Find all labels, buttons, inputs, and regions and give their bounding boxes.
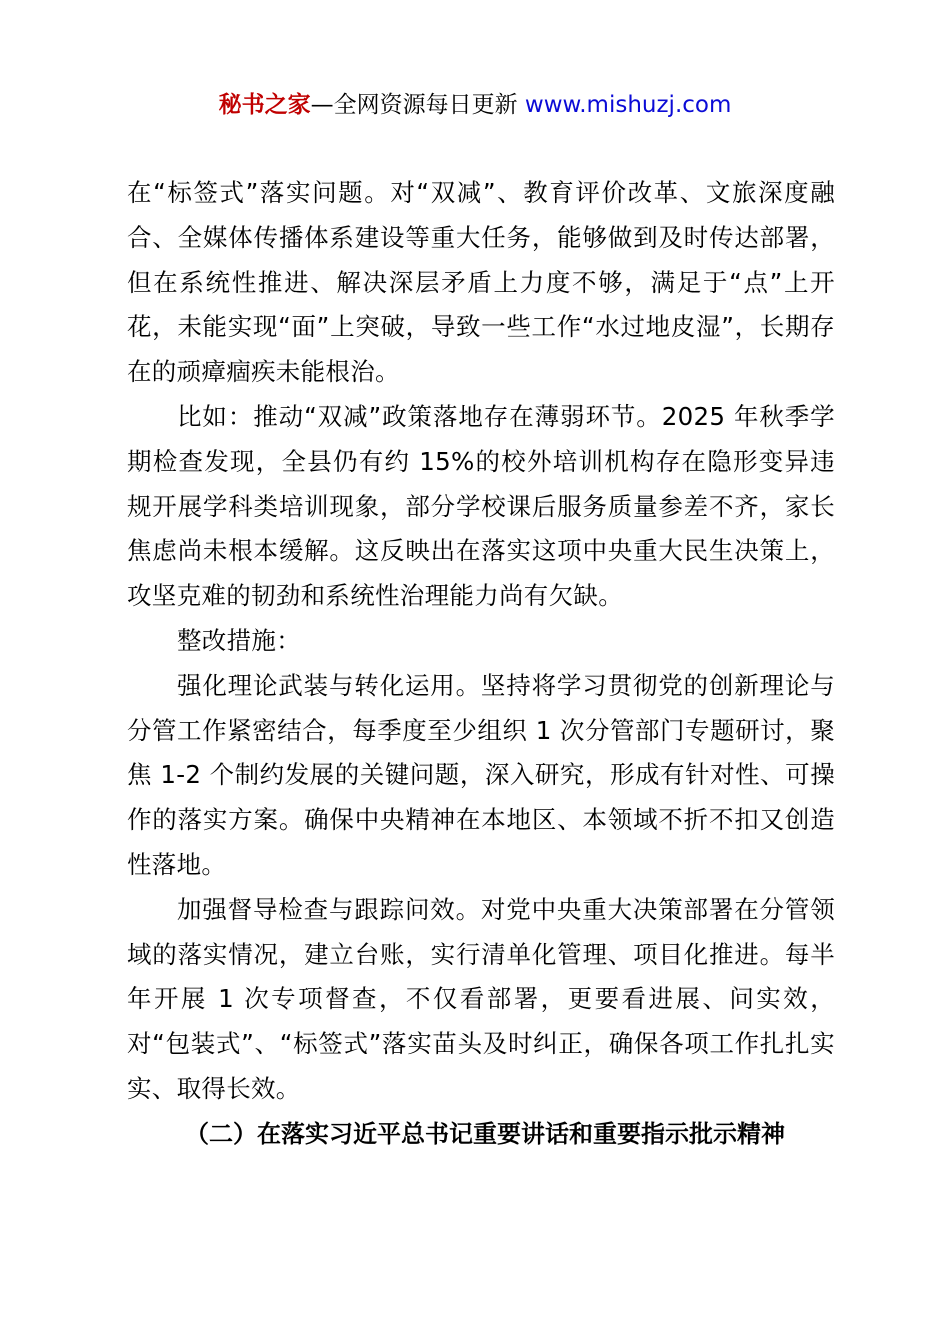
paragraph-example: 比如：推动“双减”政策落地存在薄弱环节。2025 年秋季学期检查发现，全县仍有约 15%的校外培训机构存在隐形变异违规开展学科类培训现象，部分学校课后服务质量参差不齐，家长焦虑尚未根本缓解。这反映出在落实这项中央重大民生决策上，攻坚克难的韧劲和系统性治理能力尚有欠缺。 (127, 401, 835, 611)
paragraph-continuation: 在“标签式”落实问题。对“双减”、教育评价改革、文旅深度融合、全媒体传播体系建设等重大任务，能够做到及时传达部署，但在系统性推进、解决深层矛盾上力度不够，满足于“点”上开花，未能实现“面”上突破，导致一些工作“水过地皮湿”，长期存在的顽瘴痼疾未能根治。 (127, 178, 835, 387)
paragraph-measure-theory: 强化理论武装与转化运用。坚持将学习贯彻党的创新理论与分管工作紧密结合，每季度至少组织 1 次分管部门专题研讨，聚焦 1-2 个制约发展的关键问题，深入研究，形成有针对性、可操作的落实方案。确保中央精神在本地区、本领域不折不扣又创造性落地。 (127, 670, 835, 879)
paragraph-measure-supervision: 加强督导检查与跟踪问效。对党中央重大决策部署在分管领域的落实情况，建立台账，实行清单化管理、项目化推进。每半年开展 1 次专项督查，不仅看部署，更要看进展、问实效，对“包装式”、“标签式”落实苗头及时纠正，确保各项工作扎扎实实、取得长效。 (127, 894, 835, 1103)
site-url-link[interactable]: www.mishuzj.com (524, 92, 732, 118)
section-heading: （二）在落实习近平总书记重要讲话和重要指示批示精神 (185, 1119, 785, 1148)
header-tagline: —全网资源每日更新 (310, 92, 518, 118)
site-header (0, 88, 950, 122)
paragraph-measures-label: 整改措施： (177, 625, 301, 655)
document-body (127, 171, 835, 1157)
brand-name: 秘书之家 (218, 92, 311, 118)
